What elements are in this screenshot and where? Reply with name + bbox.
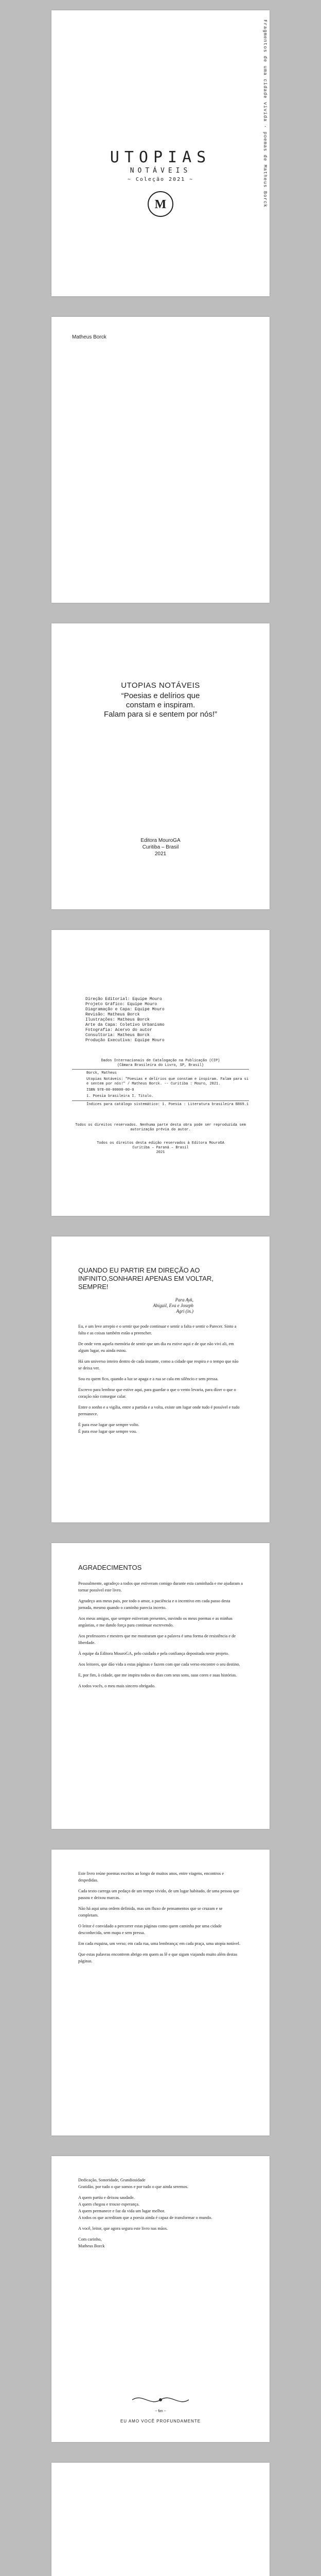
catalog-entry: ISBN 978-00-00000-00-0: [86, 1088, 134, 1092]
epigraph-page: [51, 1236, 270, 1522]
continuation-body: [78, 1870, 243, 1964]
paragraph: Este livro reúne poemas escritos ao longo de muitos anos, entre viagens, encontros e despedidas.: [78, 1871, 224, 1883]
paragraph: É para esse lugar que sempre volto.: [78, 1422, 139, 1427]
paragraph: Em cada esquina, um verso; em cada rua, uma lembrança; em cada praça, uma utopia notável.: [78, 1941, 241, 1946]
subtitle-line: Falam para si e sentem por nós!”: [103, 710, 218, 719]
paragraph: Aos professores e mestres que me mostraram que a palavra é uma forma de resistência e de liberdade.: [78, 1634, 236, 1645]
credit-row: Diagramação e Capa: Equipe Mouro: [85, 1007, 165, 1012]
epigraph-line: Abigail, Eva e Joseph: [153, 1303, 193, 1308]
publisher-logo-icon: [147, 191, 174, 217]
credit-row: Ilustrações: Matheus Borck: [85, 1018, 150, 1022]
paragraph: Escrevo para lembrar que estive aqui, para guardar o que o vento levaria, para dizer o que o coração não consegue calar.: [78, 1387, 236, 1399]
paragraph: A quem permanece e faz da vida um lugar melhor.: [78, 2209, 165, 2213]
paragraph: Com carinho,: [78, 2237, 102, 2242]
acknowledgements-page: [51, 1543, 270, 1829]
rights-line: Curitiba – Paraná – Brasil: [132, 1146, 189, 1150]
paragraph: A todos vocês, o meu mais sincero obrigado.: [78, 1684, 156, 1688]
paragraph: Aos meus amigos, que sempre estiveram presentes, ouvindo os meus poemas e as minhas angústias, e me dando força para continuar escrevendo.: [78, 1616, 233, 1628]
catalog-rule: [72, 1069, 249, 1070]
paragraph: Há um universo inteiro dentro de cada instante, como a cidade que respira e o tempo que não se deixa ver.: [78, 1359, 239, 1370]
acknowledgements-body: [78, 1580, 243, 1689]
brand-subtitle: NOTÁVEIS: [130, 167, 191, 175]
publisher-year: 2021: [154, 851, 167, 857]
acknowledgements-heading: AGRADECIMENTOS: [78, 1564, 142, 1571]
credit-row: Fotografia: Acervo do autor: [85, 1028, 152, 1032]
epigraph-heading: [78, 1266, 243, 1291]
catalog-header: Dados Internacionais de Catalogação na Publicação (CIP): [101, 1059, 220, 1063]
epigraph-line: Agri (in.): [176, 1309, 193, 1314]
paragraph: Sou eu quem fico, quando a luz se apaga e a rua se cala em silêncio e sem pressa.: [78, 1377, 219, 1381]
dedication-footer: EU AMO VOCÊ PROFUNDAMENTE: [120, 2419, 201, 2424]
paragraph: É para esse lugar que sempre vou.: [78, 1429, 137, 1434]
paragraph: Entre o sonho e a vigília, entre a partida e a volta, existe um lugar onde tudo é possível e tudo permanece.: [78, 1405, 240, 1416]
paragraph: O leitor é convidado a percorrer estas páginas como quem caminha por uma cidade desconhecida, sem mapa e sem pressa.: [78, 1924, 222, 1935]
author-name: Matheus Borck: [72, 334, 106, 340]
catalog-entry: 1. Poesia brasileira I. Título.: [86, 1094, 154, 1098]
continuation-page: [51, 1850, 270, 2136]
paragraph: Eu, e um leve arrepio e o sentir que pode continuar e sentir a falta e sentir o Parecer. Sinto a falta e as coisas também estão a preencher.: [78, 1324, 237, 1335]
subtitle-line: “Poesias e delírios que: [121, 691, 200, 700]
paragraph: Agradeço aos meus pais, por todo o amor, a paciência e o incentivo em cada passo desta jornada, mesmo quando o caminho parecia incerto.: [78, 1599, 230, 1610]
paragraph: Cada texto carrega um pedaço de um tempo vivido, de um lugar habitado, de uma pessoa que passou e deixou marcas.: [78, 1889, 240, 1900]
epigraph-line: Para Ayk,: [175, 1297, 193, 1302]
cover-side-text: Fragmentos de uma cidade vivida · poemas de Matheus Borck: [262, 20, 268, 208]
blank-page: [51, 2463, 270, 2576]
paragraph: E, por fim, à cidade, que me inspira todos os dias com seus sons, suas cores e suas histórias.: [78, 1673, 237, 1677]
author-page: [51, 317, 270, 603]
brand-collection-line: ~ Coleção 2021 ~: [127, 177, 194, 182]
title-page: [51, 623, 270, 909]
credit-row: Consultoria: Matheus Borck: [85, 1033, 150, 1038]
rights-notice: Todos os direitos reservados. Nenhuma parte desta obra pode ser reproduzida sem autorização prévia do autor.: [75, 1123, 246, 1132]
credits-page: [51, 930, 270, 1216]
rights-publisher: [72, 1141, 249, 1155]
dedication-body: [78, 2177, 243, 2249]
ornament-icon: [130, 2393, 191, 2406]
catalog-entry: Índices para catálogo sistemático: 1. Poesia : Literatura brasileira B869.1: [86, 1103, 249, 1107]
book-title: UTOPIAS NOTÁVEIS: [121, 681, 200, 690]
paragraph: Matheus Borck: [78, 2244, 105, 2248]
paragraph: À equipe da Editora MouroGA, pelo cuidado e pela confiança depositada neste projeto.: [78, 1651, 229, 1656]
paragraph: Não há aqui uma ordem definida, mas um fluxo de pensamentos que se cruzam e se completam.: [78, 1906, 223, 1918]
credit-row: Revisão: Matheus Borck: [85, 1012, 140, 1017]
rights-line: 2021: [156, 1150, 165, 1155]
catalog-rule: [72, 1100, 249, 1101]
catalog-entry: Utopias Notáveis: "Poesias e delírios que constam e inspiram. Falam para si e sentem por nós!" / Matheus Borck. -- Curitiba : Mouro, 2021.: [86, 1077, 249, 1086]
credit-row: Direção Editorial: Equipe Mouro: [85, 997, 162, 1002]
paragraph: A quem partiu e deixou saudade.: [78, 2195, 135, 2200]
paragraph: Pessoalmente, agradeço a todos que estiveram comigo durante esta caminhada e me ajudaram a tornar possível este livro.: [78, 1581, 243, 1592]
brand-title: UTOPIAS: [110, 148, 211, 166]
paragraph: Dedicação, Sonoridade, Grandiosidade: [78, 2178, 146, 2182]
catalog-card: [72, 1059, 249, 1109]
catalog-entry: Borck, Matheus: [86, 1071, 117, 1075]
heading-line: SEMPRE!: [78, 1283, 109, 1291]
dedication-page: [51, 2156, 270, 2442]
credits-list: [85, 997, 240, 1043]
credit-row: Produção Executiva: Equipe Mouro: [85, 1038, 165, 1043]
credit-row: Arte da Capa: Coletivo Urbanismo: [85, 1023, 165, 1027]
epigraph-dedication: [153, 1297, 193, 1314]
paragraph: Aos leitores, que dão vida a estas páginas e fazem com que cada verso encontre o seu destino.: [78, 1662, 240, 1667]
epigraph-body: [78, 1323, 243, 1435]
paragraph: De onde vem aquela memória de sentir que um dia eu estive aqui e de que não vivi ali, em algum lugar, eu ainda estou.: [78, 1342, 234, 1353]
paragraph: A todos os que acreditam que a poesia ainda é capaz de transformar o mundo.: [78, 2215, 212, 2220]
paragraph: A quem chegou e trouxe esperança.: [78, 2202, 140, 2207]
publisher-logo-letter: M: [154, 198, 167, 211]
publisher-name: Editora MouroGA: [140, 838, 181, 843]
ornament-caption: ~ fim ~: [155, 2410, 166, 2413]
paragraph: Que estas palavras encontrem abrigo em quem as lê e que sigam viajando muito além destas páginas.: [78, 1952, 238, 1963]
paragraph: A você, leitor, que agora segura este livro nas mãos.: [78, 2226, 168, 2231]
cover-page: [51, 10, 270, 296]
paragraph: Gratidão, por tudo o que somos e por tudo o que ainda seremos.: [78, 2184, 188, 2189]
credit-row: Projeto Gráfico: Equipe Mouro: [85, 1002, 157, 1007]
rights-line: Todos os direitos desta edição reservados à Editora MouroGA: [97, 1141, 224, 1145]
publisher-block: [51, 837, 270, 857]
catalog-header-sub: (Câmara Brasileira do Livro, SP, Brasil): [117, 1063, 204, 1067]
heading-line: INFINITO,SONHAREI APENAS EM VOLTAR,: [78, 1275, 213, 1282]
publisher-city: Curitiba – Brasil: [142, 844, 179, 850]
subtitle-line: constam e inspiram.: [126, 701, 195, 709]
heading-line: QUANDO EU PARTIR EM DIREÇÃO AO: [78, 1266, 200, 1274]
book-subtitle: [51, 691, 270, 719]
